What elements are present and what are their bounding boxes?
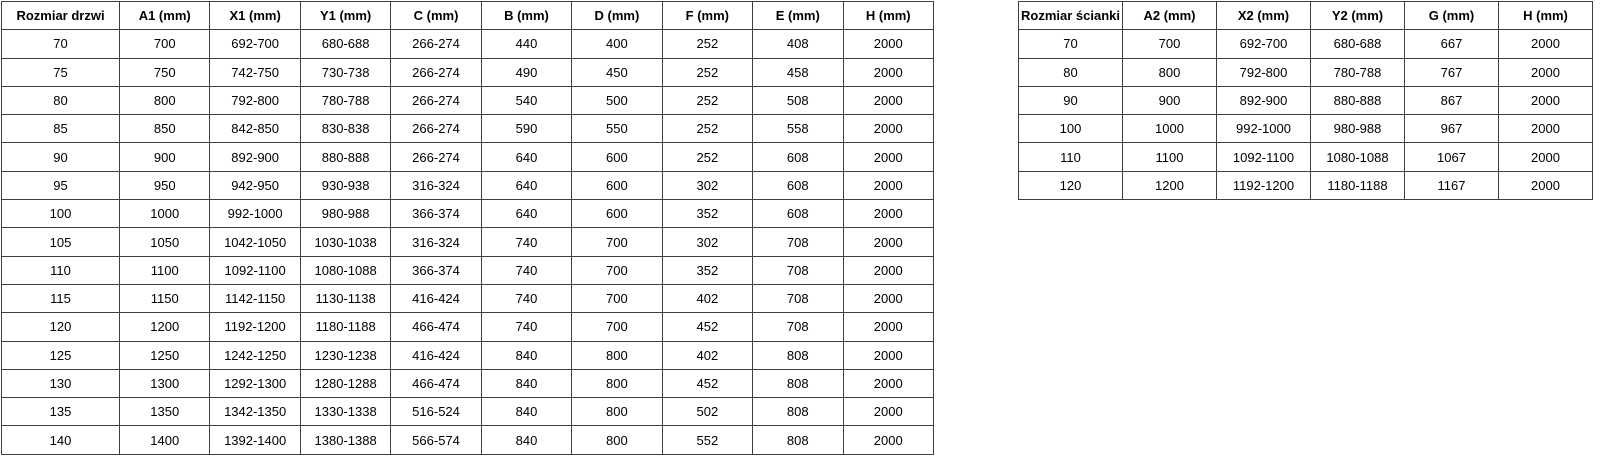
table-row	[1019, 58, 1593, 86]
table-cell: 740	[481, 284, 571, 312]
table-cell: 840	[481, 341, 571, 369]
table-cell: 115	[2, 284, 120, 312]
table-cell: 830-838	[300, 115, 390, 143]
table-cell: 2000	[843, 369, 934, 397]
table-cell: 266-274	[391, 58, 481, 86]
table-cell: 800	[572, 369, 662, 397]
table-cell: 1100	[1123, 143, 1217, 171]
table-cell: 508	[753, 86, 843, 114]
table-cell: 80	[1019, 58, 1123, 86]
table-cell: 1380-1388	[300, 426, 390, 454]
table-cell: 840	[481, 398, 571, 426]
table-cell: 70	[1019, 30, 1123, 58]
table-cell: 400	[572, 30, 662, 58]
table-cell: 120	[2, 313, 120, 341]
table-cell: 680-688	[1311, 30, 1405, 58]
table-cell: 1200	[1123, 171, 1217, 199]
table-cell: 808	[753, 426, 843, 454]
table-cell: 967	[1405, 115, 1499, 143]
table-row	[2, 86, 934, 114]
column-header: Y2 (mm)	[1311, 2, 1405, 30]
table-cell: 316-324	[391, 228, 481, 256]
table-cell: 767	[1405, 58, 1499, 86]
table-cell: 992-1000	[210, 200, 300, 228]
table-cell: 135	[2, 398, 120, 426]
table-cell: 2000	[843, 143, 934, 171]
table-cell: 1330-1338	[300, 398, 390, 426]
table-row	[2, 426, 934, 454]
table-cell: 590	[481, 115, 571, 143]
table-cell: 2000	[1499, 115, 1593, 143]
table-cell: 2000	[843, 313, 934, 341]
table-cell: 780-788	[300, 86, 390, 114]
table-cell: 808	[753, 341, 843, 369]
table-cell: 1280-1288	[300, 369, 390, 397]
table-cell: 95	[2, 171, 120, 199]
column-header: H (mm)	[843, 2, 934, 30]
table-row	[2, 58, 934, 86]
column-header: A2 (mm)	[1123, 2, 1217, 30]
table-cell: 980-988	[300, 200, 390, 228]
table-cell: 2000	[843, 200, 934, 228]
table-cell: 700	[572, 313, 662, 341]
table-cell: 416-424	[391, 341, 481, 369]
table-cell: 1200	[120, 313, 210, 341]
table-cell: 2000	[843, 256, 934, 284]
table-cell: 992-1000	[1217, 115, 1311, 143]
table-cell: 1242-1250	[210, 341, 300, 369]
table-cell: 2000	[843, 398, 934, 426]
table-cell: 640	[481, 143, 571, 171]
column-header: B (mm)	[481, 2, 571, 30]
table-cell: 252	[662, 115, 752, 143]
table-row	[2, 143, 934, 171]
table-row	[2, 256, 934, 284]
table-cell: 450	[572, 58, 662, 86]
door-table-header-row	[2, 2, 934, 30]
table-cell: 1192-1200	[210, 313, 300, 341]
table-cell: 980-988	[1311, 115, 1405, 143]
table-cell: 2000	[1499, 171, 1593, 199]
table-cell: 880-888	[1311, 86, 1405, 114]
table-cell: 1300	[120, 369, 210, 397]
table-cell: 1392-1400	[210, 426, 300, 454]
table-cell: 466-474	[391, 369, 481, 397]
table-cell: 740	[481, 256, 571, 284]
table-cell: 90	[1019, 86, 1123, 114]
table-row	[2, 341, 934, 369]
table-cell: 1080-1088	[1311, 143, 1405, 171]
table-cell: 440	[481, 30, 571, 58]
table-cell: 120	[1019, 171, 1123, 199]
wall-panel-sizes-table	[1018, 1, 1593, 200]
table-cell: 708	[753, 256, 843, 284]
table-cell: 692-700	[210, 30, 300, 58]
table-cell: 700	[572, 284, 662, 312]
table-row	[1019, 30, 1593, 58]
table-row	[2, 171, 934, 199]
table-cell: 900	[120, 143, 210, 171]
table-cell: 808	[753, 398, 843, 426]
table-cell: 558	[753, 115, 843, 143]
column-header: Rozmiar ścianki	[1019, 2, 1123, 30]
table-cell: 600	[572, 171, 662, 199]
table-cell: 252	[662, 86, 752, 114]
table-cell: 740	[481, 313, 571, 341]
table-cell: 366-374	[391, 200, 481, 228]
table-cell: 80	[2, 86, 120, 114]
table-cell: 950	[120, 171, 210, 199]
table-cell: 2000	[843, 228, 934, 256]
table-cell: 850	[120, 115, 210, 143]
door-sizes-table	[1, 1, 934, 455]
table-cell: 516-524	[391, 398, 481, 426]
table-row	[2, 115, 934, 143]
table-cell: 352	[662, 256, 752, 284]
table-cell: 600	[572, 200, 662, 228]
table-cell: 1180-1188	[1311, 171, 1405, 199]
table-cell: 1050	[120, 228, 210, 256]
table-cell: 1092-1100	[210, 256, 300, 284]
table-cell: 85	[2, 115, 120, 143]
table-cell: 502	[662, 398, 752, 426]
table-cell: 700	[1123, 30, 1217, 58]
table-cell: 266-274	[391, 30, 481, 58]
column-header: D (mm)	[572, 2, 662, 30]
table-cell: 70	[2, 30, 120, 58]
column-header: X1 (mm)	[210, 2, 300, 30]
table-cell: 2000	[843, 58, 934, 86]
table-cell: 490	[481, 58, 571, 86]
table-cell: 842-850	[210, 115, 300, 143]
table-cell: 840	[481, 426, 571, 454]
table-cell: 2000	[843, 86, 934, 114]
table-cell: 550	[572, 115, 662, 143]
table-cell: 667	[1405, 30, 1499, 58]
table-cell: 1142-1150	[210, 284, 300, 312]
table-cell: 266-274	[391, 86, 481, 114]
table-cell: 1030-1038	[300, 228, 390, 256]
table-cell: 302	[662, 171, 752, 199]
table-cell: 942-950	[210, 171, 300, 199]
table-cell: 800	[120, 86, 210, 114]
table-cell: 1092-1100	[1217, 143, 1311, 171]
table-cell: 750	[120, 58, 210, 86]
table-cell: 252	[662, 58, 752, 86]
table-cell: 458	[753, 58, 843, 86]
table-cell: 800	[572, 398, 662, 426]
table-cell: 740	[481, 228, 571, 256]
table-cell: 867	[1405, 86, 1499, 114]
table-row	[1019, 86, 1593, 114]
table-cell: 780-788	[1311, 58, 1405, 86]
table-cell: 1080-1088	[300, 256, 390, 284]
column-header: Rozmiar drzwi	[2, 2, 120, 30]
column-header: E (mm)	[753, 2, 843, 30]
table-cell: 100	[2, 200, 120, 228]
table-cell: 566-574	[391, 426, 481, 454]
table-cell: 302	[662, 228, 752, 256]
table-row	[1019, 143, 1593, 171]
table-cell: 608	[753, 143, 843, 171]
table-cell: 90	[2, 143, 120, 171]
table-cell: 402	[662, 284, 752, 312]
table-cell: 692-700	[1217, 30, 1311, 58]
table-row	[2, 200, 934, 228]
table-cell: 880-888	[300, 143, 390, 171]
table-cell: 1000	[1123, 115, 1217, 143]
table-cell: 2000	[1499, 30, 1593, 58]
table-row	[2, 369, 934, 397]
table-cell: 708	[753, 284, 843, 312]
table-row	[2, 398, 934, 426]
table-cell: 110	[1019, 143, 1123, 171]
table-cell: 1342-1350	[210, 398, 300, 426]
table-cell: 500	[572, 86, 662, 114]
table-cell: 1180-1188	[300, 313, 390, 341]
table-cell: 680-688	[300, 30, 390, 58]
table-cell: 75	[2, 58, 120, 86]
table-cell: 600	[572, 143, 662, 171]
table-cell: 2000	[843, 30, 934, 58]
table-cell: 110	[2, 256, 120, 284]
table-cell: 1167	[1405, 171, 1499, 199]
table-cell: 2000	[1499, 143, 1593, 171]
table-cell: 1150	[120, 284, 210, 312]
column-header: F (mm)	[662, 2, 752, 30]
table-cell: 2000	[843, 426, 934, 454]
table-row	[1019, 115, 1593, 143]
table-cell: 2000	[1499, 86, 1593, 114]
column-header: C (mm)	[391, 2, 481, 30]
table-cell: 266-274	[391, 143, 481, 171]
table-cell: 730-738	[300, 58, 390, 86]
table-row	[2, 284, 934, 312]
table-row	[2, 313, 934, 341]
table-cell: 742-750	[210, 58, 300, 86]
table-cell: 366-374	[391, 256, 481, 284]
table-cell: 640	[481, 171, 571, 199]
table-cell: 1000	[120, 200, 210, 228]
table-cell: 708	[753, 313, 843, 341]
table-cell: 2000	[843, 284, 934, 312]
table-cell: 608	[753, 171, 843, 199]
table-cell: 700	[572, 256, 662, 284]
table-cell: 140	[2, 426, 120, 454]
table-cell: 892-900	[1217, 86, 1311, 114]
table-row	[2, 30, 934, 58]
table-cell: 800	[572, 426, 662, 454]
table-cell: 2000	[1499, 58, 1593, 86]
table-cell: 416-424	[391, 284, 481, 312]
table-cell: 892-900	[210, 143, 300, 171]
table-cell: 402	[662, 341, 752, 369]
table-row	[1019, 171, 1593, 199]
column-header: H (mm)	[1499, 2, 1593, 30]
table-cell: 252	[662, 143, 752, 171]
table-cell: 1042-1050	[210, 228, 300, 256]
table-cell: 1130-1138	[300, 284, 390, 312]
table-cell: 1350	[120, 398, 210, 426]
table-cell: 552	[662, 426, 752, 454]
column-header: G (mm)	[1405, 2, 1499, 30]
table-cell: 1192-1200	[1217, 171, 1311, 199]
table-cell: 1230-1238	[300, 341, 390, 369]
table-cell: 792-800	[1217, 58, 1311, 86]
table-cell: 808	[753, 369, 843, 397]
table-cell: 540	[481, 86, 571, 114]
table-cell: 2000	[843, 341, 934, 369]
table-cell: 930-938	[300, 171, 390, 199]
table-cell: 608	[753, 200, 843, 228]
table-cell: 408	[753, 30, 843, 58]
column-header: X2 (mm)	[1217, 2, 1311, 30]
table-cell: 105	[2, 228, 120, 256]
table-cell: 800	[572, 341, 662, 369]
table-cell: 700	[572, 228, 662, 256]
panel-table-header-row	[1019, 2, 1593, 30]
table-cell: 252	[662, 30, 752, 58]
column-header: Y1 (mm)	[300, 2, 390, 30]
table-cell: 2000	[843, 115, 934, 143]
table-cell: 352	[662, 200, 752, 228]
table-cell: 100	[1019, 115, 1123, 143]
table-cell: 1100	[120, 256, 210, 284]
table-cell: 452	[662, 369, 752, 397]
table-cell: 2000	[843, 171, 934, 199]
column-header: A1 (mm)	[120, 2, 210, 30]
table-cell: 466-474	[391, 313, 481, 341]
table-cell: 1067	[1405, 143, 1499, 171]
table-cell: 840	[481, 369, 571, 397]
table-cell: 130	[2, 369, 120, 397]
table-cell: 452	[662, 313, 752, 341]
table-cell: 1250	[120, 341, 210, 369]
table-cell: 316-324	[391, 171, 481, 199]
table-cell: 266-274	[391, 115, 481, 143]
table-cell: 125	[2, 341, 120, 369]
table-cell: 640	[481, 200, 571, 228]
table-cell: 708	[753, 228, 843, 256]
table-cell: 1292-1300	[210, 369, 300, 397]
table-cell: 900	[1123, 86, 1217, 114]
table-cell: 792-800	[210, 86, 300, 114]
table-cell: 700	[120, 30, 210, 58]
table-cell: 800	[1123, 58, 1217, 86]
table-row	[2, 228, 934, 256]
table-cell: 1400	[120, 426, 210, 454]
